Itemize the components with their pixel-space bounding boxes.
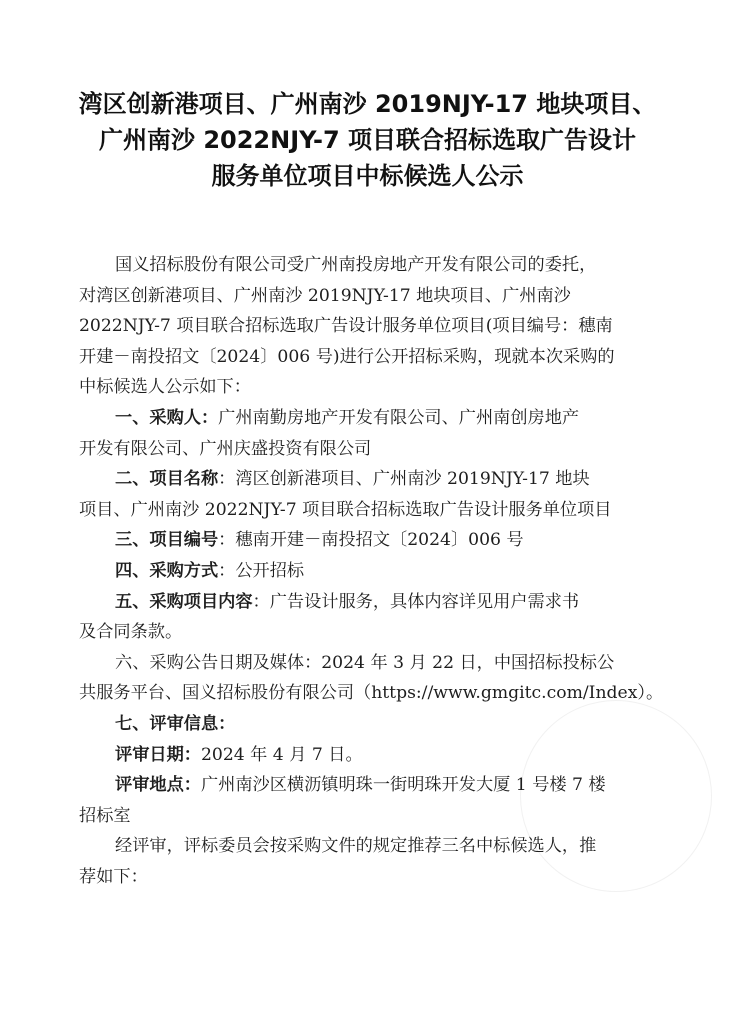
purchaser-text-1: 广州南勤房地产开发有限公司、广州南创房地产 [218, 407, 580, 428]
review-place [79, 770, 679, 801]
intro-line-4: 开建－南投招文〔2024〕006 号)进行公开招标采购，现就本次采购的 [79, 346, 615, 367]
procurement-method-label: 四、采购方式 [115, 560, 219, 581]
purchaser-label: 一、采购人： [115, 407, 219, 428]
review-date [79, 740, 679, 771]
review-info-heading: 七、评审信息： [115, 713, 236, 734]
review-place-text-1: 广州南沙区横沥镇明珠一街明珠开发大厦 1 号楼 7 楼 [200, 775, 606, 796]
section-procurement-method [79, 556, 679, 587]
project-number-text: ：穗南开建－南投招文〔2024〕006 号 [218, 530, 524, 551]
announcement-line-2: 共服务平台、国义招标股份有限公司（https://www.gmgitc.com/Index）。 [79, 683, 664, 704]
section-procurement-content [79, 587, 679, 618]
procurement-content-text-1: ：广告设计服务，具体内容详见用户需求书 [252, 591, 580, 612]
closing-line-1: 经评审，评标委员会按采购文件的规定推荐三名中标候选人，推 [115, 836, 597, 857]
procurement-method-text: ：公开招标 [218, 560, 305, 581]
intro-line-2: 对湾区创新港项目、广州南沙 2019NJY-17 地块项目、广州南沙 [79, 285, 571, 306]
project-name-label: 二、项目名称 [115, 469, 219, 490]
section-purchaser [79, 403, 679, 434]
intro-line-3: 2022NJY-7 项目联合招标选取广告设计服务单位项目(项目编号：穗南 [79, 316, 613, 337]
intro-line-1: 国义招标股份有限公司受广州南投房地产开发有限公司的委托， [115, 255, 597, 275]
document-title [40, 86, 695, 194]
intro-line-5: 中标候选人公示如下： [79, 377, 251, 398]
announcement-line-1: 六、采购公告日期及媒体：2024 年 3 月 22 日，中国招标投标公 [115, 652, 615, 673]
document-body [79, 250, 679, 892]
title-line-3: 服务单位项目中标候选人公示 [211, 162, 524, 190]
project-name-text-2: 项目、广州南沙 2022NJY-7 项目联合招标选取广告设计服务单位项目 [79, 499, 612, 520]
closing-line-2: 荐如下： [79, 866, 148, 887]
review-place-label: 评审地点： [115, 775, 201, 796]
review-place-text-2: 招标室 [79, 805, 131, 826]
title-line-2: 广州南沙 2022NJY-7 项目联合招标选取广告设计 [98, 126, 637, 154]
procurement-content-text-2: 及合同条款。 [79, 622, 183, 643]
project-name-text-1: ：湾区创新港项目、广州南沙 2019NJY-17 地块 [218, 469, 590, 490]
section-project-name [79, 464, 679, 495]
review-date-text: 2024 年 4 月 7 日。 [200, 744, 363, 765]
section-project-number [79, 525, 679, 556]
review-date-label: 评审日期： [115, 744, 201, 765]
procurement-content-label: 五、采购项目内容 [115, 591, 253, 612]
title-line-1: 湾区创新港项目、广州南沙 2019NJY-17 地块项目、 [78, 90, 657, 118]
project-number-label: 三、项目编号 [115, 530, 219, 551]
purchaser-text-2: 开发有限公司、广州庆盛投资有限公司 [79, 438, 372, 459]
